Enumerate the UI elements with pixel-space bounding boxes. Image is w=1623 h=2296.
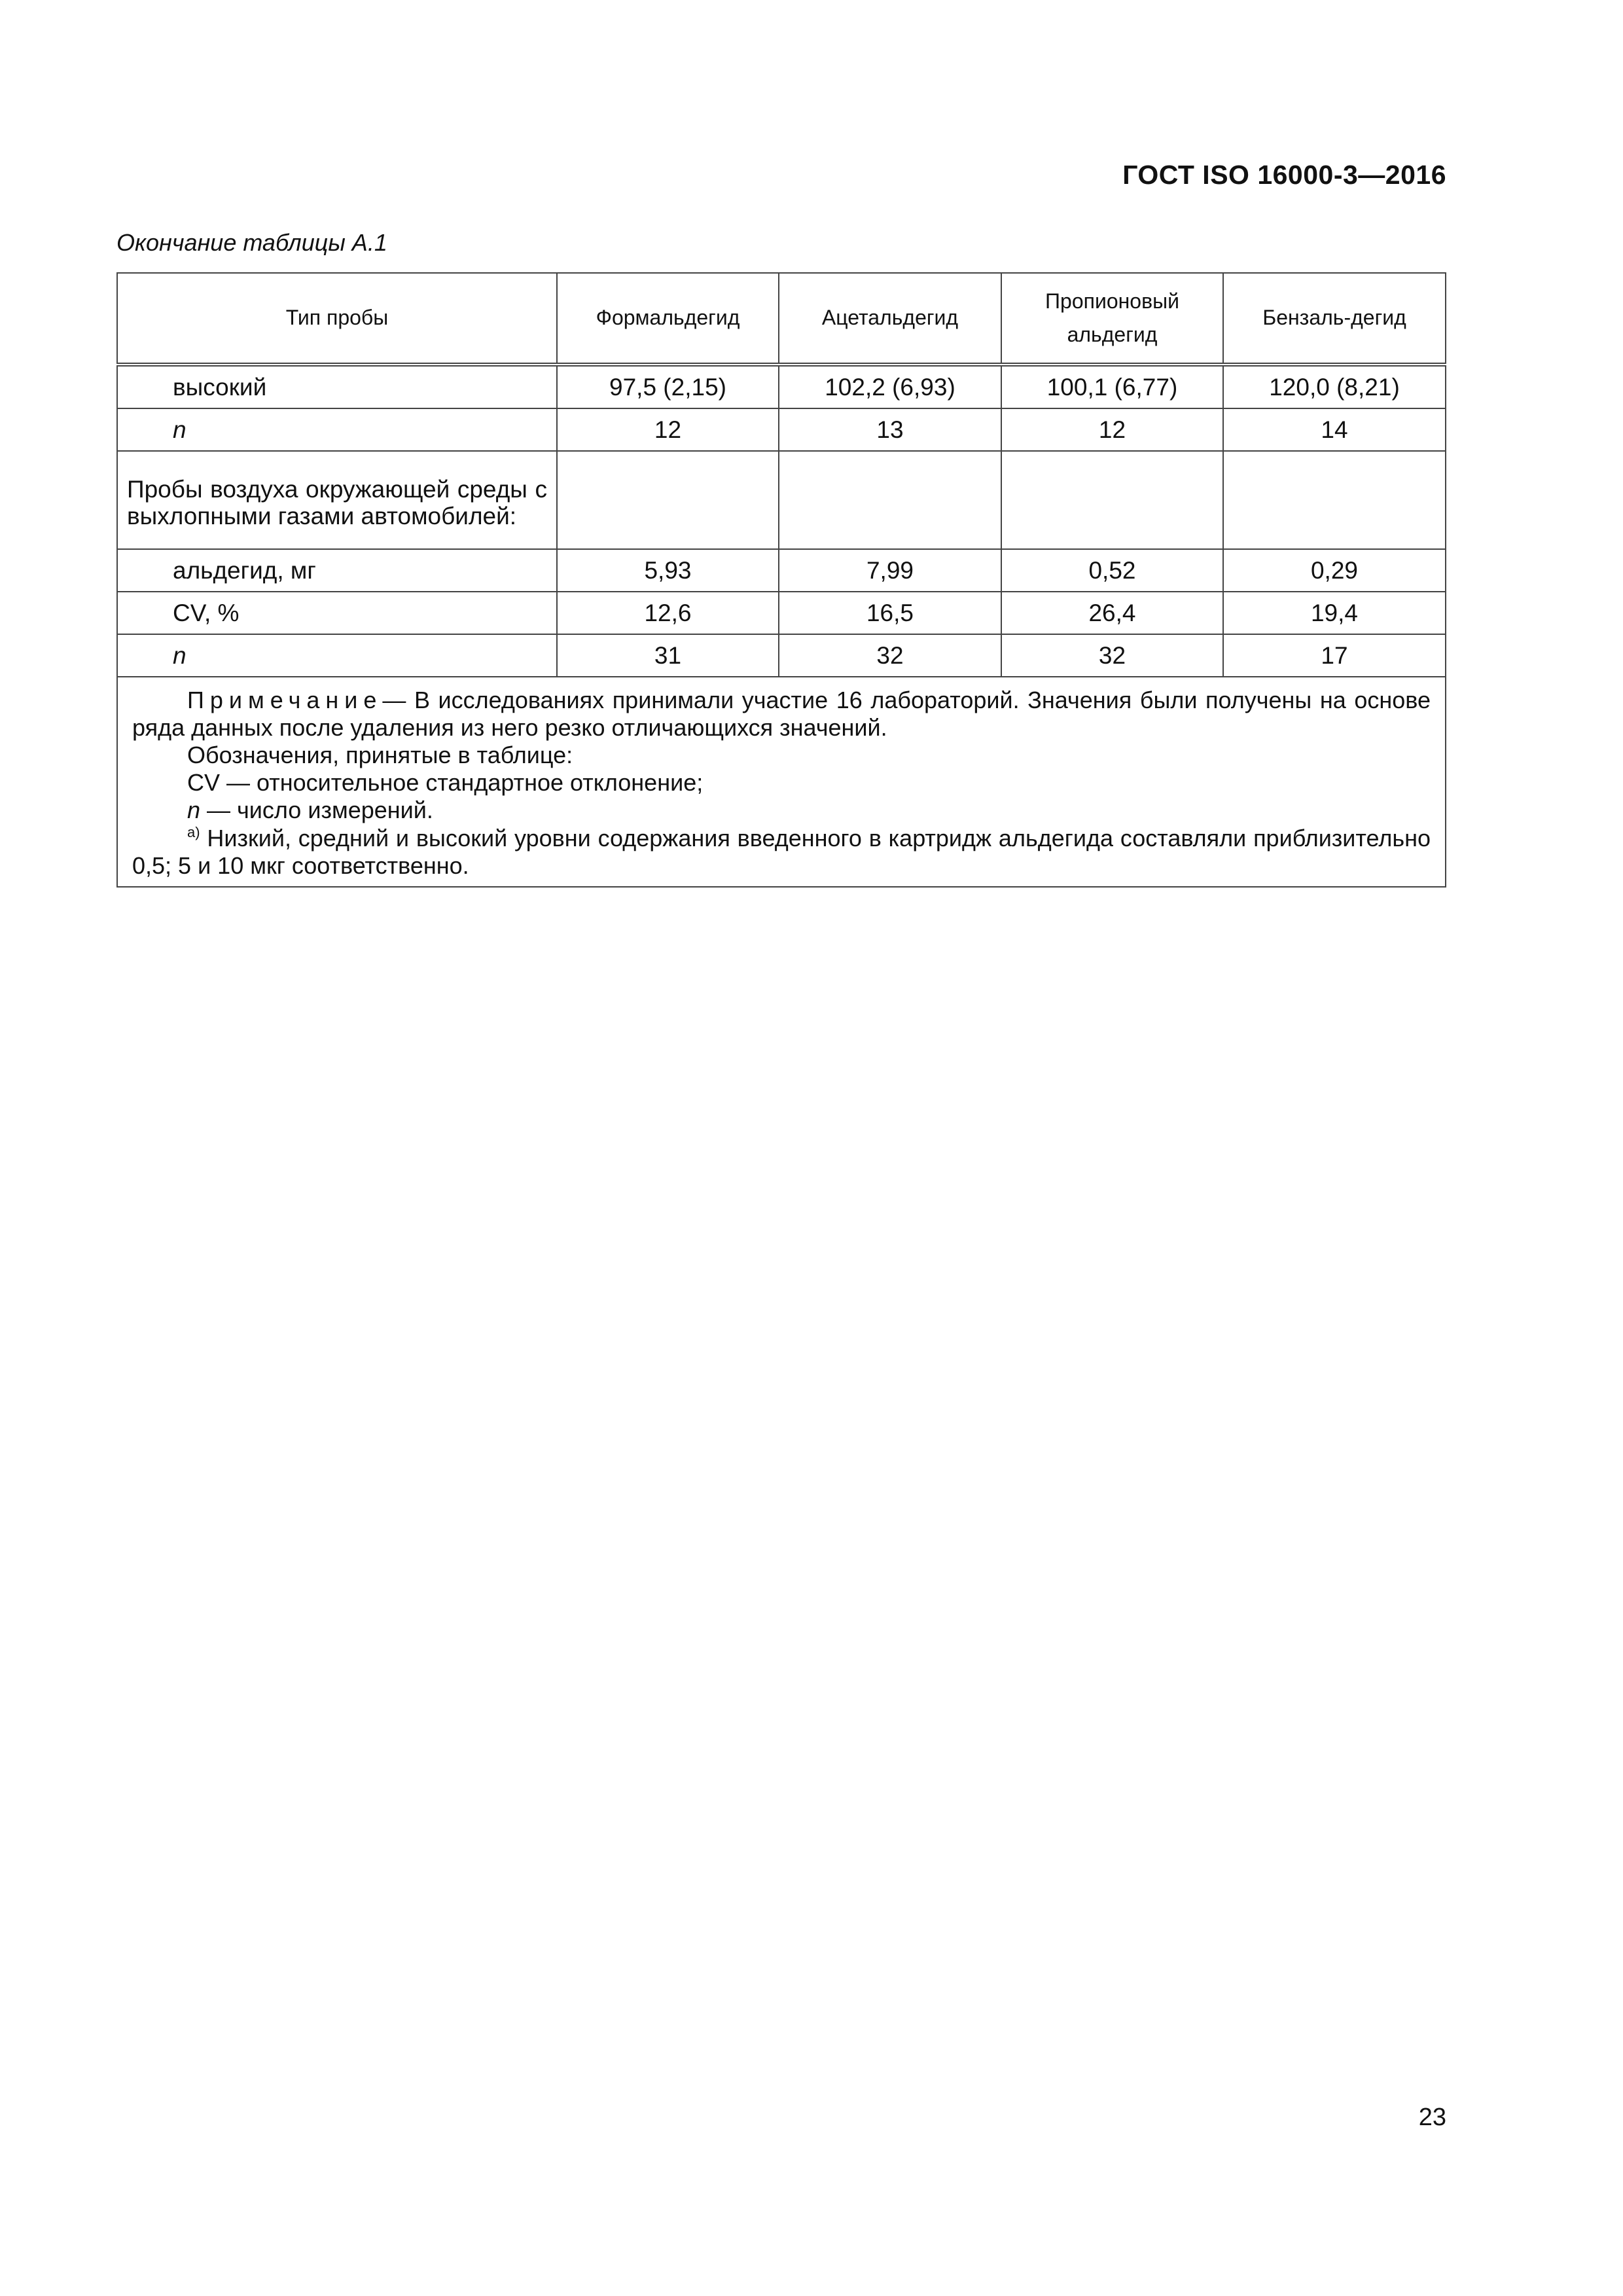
table-row — [117, 634, 1446, 677]
header-formaldehyde: Формальдегид — [557, 273, 779, 365]
header-propionaldehyde: Пропионовый альдегид — [1001, 273, 1223, 365]
table-row — [117, 592, 1446, 634]
table-header-row — [117, 273, 1446, 365]
cell-value: 0,29 — [1223, 549, 1446, 592]
header-acetaldehyde: Ацетальдегид — [779, 273, 1001, 365]
cell-value — [1223, 451, 1446, 549]
row-label: альдегид, мг — [117, 549, 557, 592]
legend-n — [132, 797, 1431, 824]
header-sample-type: Тип пробы — [117, 273, 557, 365]
group-label: Пробы воздуха окружающей среды с выхлопными газами автомобилей: — [117, 451, 557, 549]
document-standard-header: ГОСТ ISO 16000-3—2016 — [1122, 160, 1446, 190]
cell-value: 12 — [1001, 408, 1223, 451]
cell-value: 13 — [779, 408, 1001, 451]
footnote-mark: a) — [187, 823, 200, 840]
row-label: n — [117, 408, 557, 451]
row-label: высокий — [117, 365, 557, 408]
row-label: CV, % — [117, 592, 557, 634]
cell-value: 32 — [1001, 634, 1223, 677]
cell-value — [1001, 451, 1223, 549]
table-row-group — [117, 451, 1446, 549]
note-text: — В исследованиях принимали участие 16 лабораторий. Значения были получены на основе ряда данных после удаления из него резко отличающихся значений. — [132, 687, 1431, 742]
row-label: n — [117, 634, 557, 677]
table-caption: Окончание таблицы А.1 — [116, 229, 387, 256]
cell-value: 12,6 — [557, 592, 779, 634]
cell-value: 7,99 — [779, 549, 1001, 592]
table-note — [117, 677, 1446, 887]
note-title: Примечание — [187, 687, 383, 713]
cell-value: 16,5 — [779, 592, 1001, 634]
cell-value — [557, 451, 779, 549]
cell-value: 32 — [779, 634, 1001, 677]
legend-intro: Обозначения, принятые в таблице: — [187, 742, 573, 769]
cell-value — [779, 451, 1001, 549]
legend-n-symbol: n — [187, 797, 201, 824]
cell-value: 14 — [1223, 408, 1446, 451]
cell-value: 26,4 — [1001, 592, 1223, 634]
table-note-row — [117, 677, 1446, 887]
cell-value: 100,1 (6,77) — [1001, 365, 1223, 408]
note-paragraph — [132, 687, 1431, 742]
cell-value: 97,5 (2,15) — [557, 365, 779, 408]
data-table — [116, 272, 1446, 888]
cell-value: 102,2 (6,93) — [779, 365, 1001, 408]
table-row — [117, 549, 1446, 592]
cell-value: 12 — [557, 408, 779, 451]
footnote — [132, 825, 1431, 880]
cell-value: 5,93 — [557, 549, 779, 592]
footnote-text: Низкий, средний и высокий уровни содержания введенного в картридж альдегида составляли приблизительно 0,5; 5 и 10 мкг соответственно. — [132, 824, 1431, 879]
cell-value: 17 — [1223, 634, 1446, 677]
cell-value: 19,4 — [1223, 592, 1446, 634]
header-benzaldehyde: Бензаль-дегид — [1223, 273, 1446, 365]
cell-value: 31 — [557, 634, 779, 677]
legend-cv: CV — относительное стандартное отклонение; — [187, 769, 704, 797]
table-row — [117, 408, 1446, 451]
cell-value: 0,52 — [1001, 549, 1223, 592]
legend-n-text: — число измерений. — [200, 797, 433, 824]
cell-value: 120,0 (8,21) — [1223, 365, 1446, 408]
table-row — [117, 365, 1446, 408]
page-number: 23 — [1418, 2104, 1446, 2131]
